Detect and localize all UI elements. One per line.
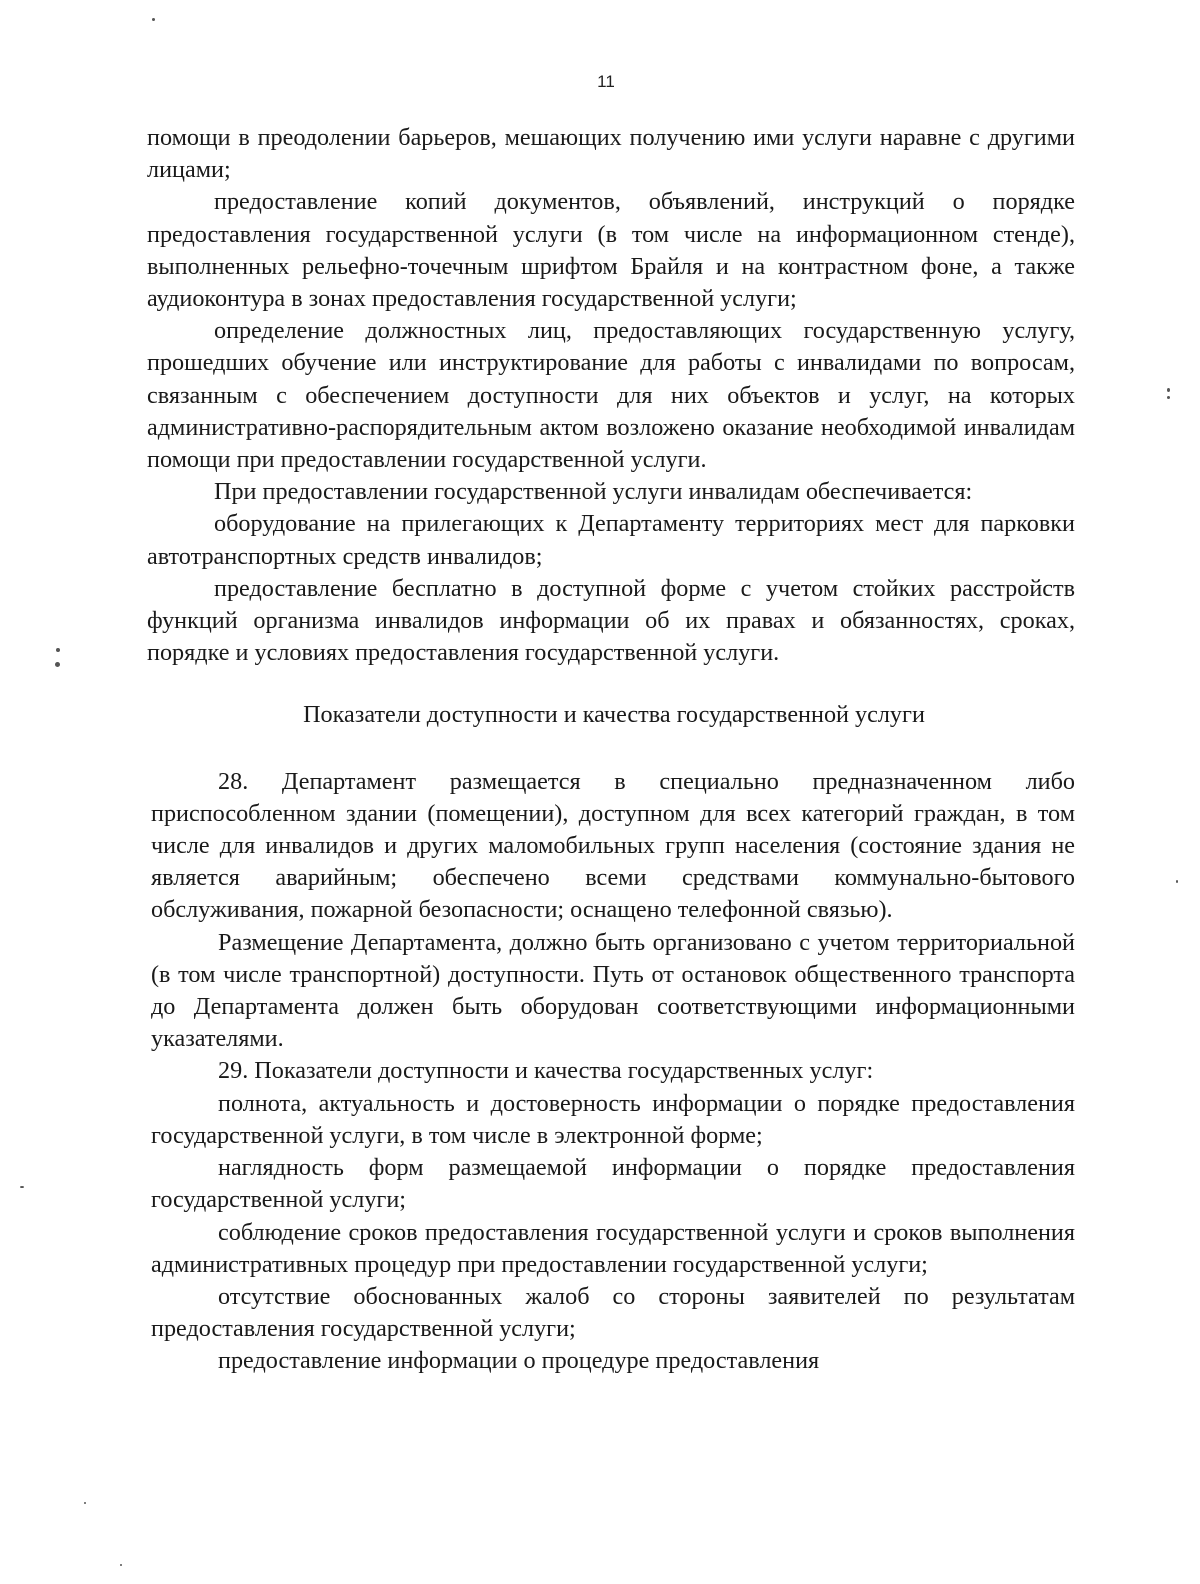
- list-item-completeness: полнота, актуальность и достоверность информации о порядке предоставления государственной услуги, в том числе в электронной форме;: [151, 1089, 1075, 1149]
- scan-speck: [84, 1502, 86, 1504]
- list-item-procedure-info: предоставление информации о процедуре предоставления: [218, 1347, 820, 1375]
- document-body: [147, 122, 1075, 1378]
- scan-speck: [20, 1186, 24, 1188]
- paragraph-location: Размещение Департамента, должно быть организовано с учетом территориальной (в том числе транспортной) доступности. Путь от остановок общественного транспорта до Департамента должен быть оборудован соответствующими информационными указателями.: [151, 928, 1075, 1053]
- paragraph-barriers-continuation: помощи в преодолении барьеров, мешающих получению ими услуги наравне с другими лицами;: [147, 124, 1075, 184]
- scan-speck: [1167, 396, 1170, 399]
- paragraph-29-indicators: 29. Показатели доступности и качества государственных услуг:: [218, 1057, 874, 1085]
- list-item-no-complaints: отсутствие обоснованных жалоб со стороны заявителей по результатам предоставления государственной услуги;: [151, 1282, 1075, 1343]
- list-item-visibility: наглядность форм размещаемой информации о порядке предоставления государственной услуги;: [151, 1154, 1075, 1214]
- list-item-deadlines: соблюдение сроков предоставления государственной услуги и сроков выполнения административных процедур при предоставлении государственной услуги;: [151, 1218, 1075, 1278]
- paragraph-braille-copies: предоставление копий документов, объявлений, инструкций о порядке предоставления государственной услуги (в том числе на информационном стенде), выполненных рельефно-точечным шрифтом Брайля и на контрастном фоне, а также аудиоконтура в зонах предоставления государственной услуги;: [147, 188, 1075, 313]
- scan-speck: [120, 1564, 122, 1566]
- scan-speck: [56, 648, 60, 652]
- paragraph-trained-officials: определение должностных лиц, предоставляющих государственную услугу, прошедших обучение или инструктирование для работы с инвалидами по вопросам, связанным с обеспечением доступности для них объектов и услуг, на которых административно-распорядительным актом возложено оказание необходимой инвалидам помощи при предоставлении государственной услуги.: [147, 317, 1075, 474]
- scan-speck: [1176, 880, 1178, 883]
- page-number: 11: [597, 72, 615, 91]
- paragraph-28-building: 28. Департамент размещается в специально предназначенном либо приспособленном здании (помещении), доступном для всех категорий граждан, в том числе для инвалидов и других маломобильных групп населения (состояние здания не является аварийным; обеспечено всеми средствами коммунально-бытового обслуживания, пожарной безопасности; оснащено телефонной связью).: [151, 767, 1075, 924]
- paragraph-disabled-provision: При предоставлении государственной услуги инвалидам обеспечивается:: [214, 478, 973, 506]
- paragraph-parking: оборудование на прилегающих к Департаменту территориях мест для парковки автотранспортных средств инвалидов;: [147, 510, 1075, 570]
- scan-speck: [1167, 388, 1170, 392]
- scan-speck: [55, 662, 60, 667]
- section-heading: Показатели доступности и качества государственной услуги: [303, 701, 925, 729]
- paragraph-free-information: предоставление бесплатно в доступной форме с учетом стойких расстройств функций организма инвалидов информации об их правах и обязанностях, сроках, порядке и условиях предоставления государственной услуги.: [147, 574, 1075, 667]
- scan-speck: [152, 18, 155, 21]
